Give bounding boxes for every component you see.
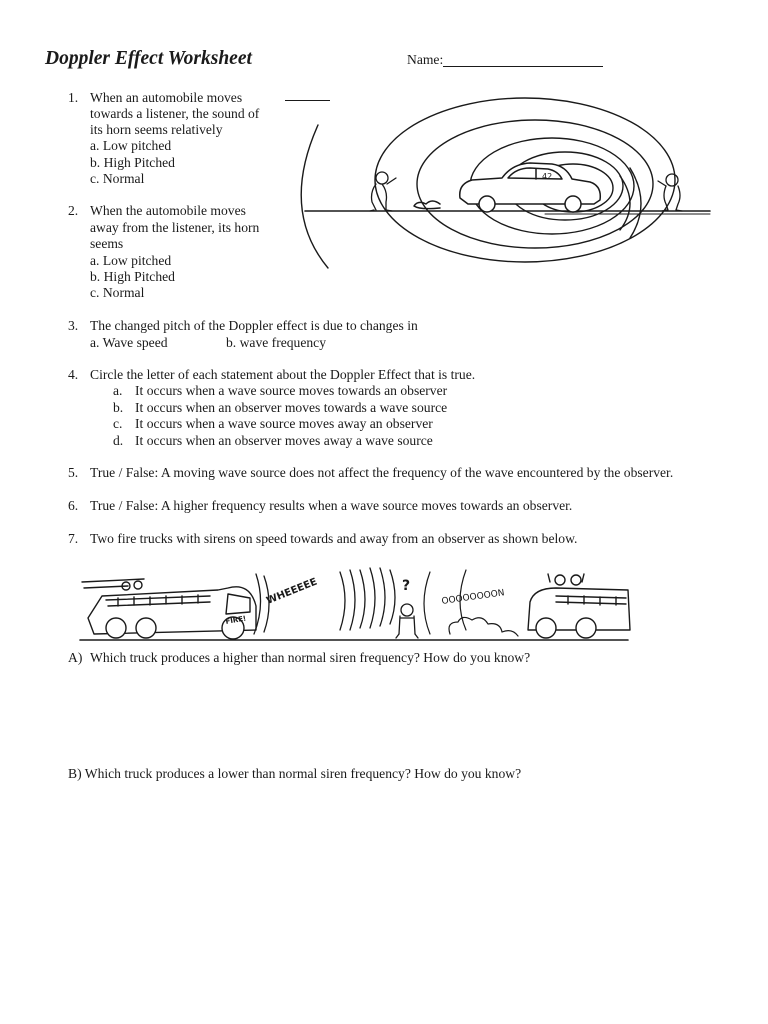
- fire-trucks-illustration: [78, 560, 633, 646]
- question-mark: ?: [402, 578, 411, 594]
- observer-icon: [396, 604, 418, 638]
- question-text: its horn seems relatively: [90, 122, 223, 137]
- truck-label: FIRE!: [224, 614, 247, 626]
- option-c[interactable]: c. Normal: [90, 285, 145, 300]
- option-letter-a[interactable]: a.: [113, 383, 123, 398]
- dust-cloud: [449, 617, 518, 636]
- name-label: Name:: [407, 52, 444, 67]
- question-number: 3.: [68, 318, 79, 333]
- question-number: 5.: [68, 465, 79, 480]
- question-number: 7.: [68, 531, 79, 546]
- question-text[interactable]: True / False: A moving wave source does not affect the frequency of the wave encountered by the observer.: [90, 465, 674, 480]
- question-text[interactable]: True / False: A higher frequency results when a wave source moves towards an observer.: [90, 498, 573, 513]
- option-text-a: It occurs when a wave source moves towards an observer: [135, 383, 448, 398]
- followup-a-label: A): [68, 650, 83, 665]
- question-number: 1.: [68, 90, 79, 105]
- option-b[interactable]: b. High Pitched: [90, 269, 175, 284]
- option-text-d: It occurs when an observer moves away a wave source: [135, 433, 433, 448]
- option-c[interactable]: c. Normal: [90, 171, 145, 186]
- car-icon: [414, 163, 600, 212]
- car-doppler-illustration: [290, 80, 720, 280]
- question-text: Circle the letter of each statement about the Doppler Effect that is true.: [90, 367, 476, 382]
- question-number: 4.: [68, 367, 79, 382]
- followup-a-text: Which truck produces a higher than normal siren frequency? How do you know?: [90, 650, 531, 665]
- option-letter-c[interactable]: c.: [113, 416, 123, 431]
- fire-truck-approaching-icon: [82, 579, 256, 639]
- fading-siren-text: OOOOOOOON: [441, 588, 506, 607]
- option-text-c: It occurs when a wave source moves away an observer: [135, 416, 433, 431]
- question-text: When an automobile moves: [90, 90, 243, 105]
- option-a[interactable]: a. Wave speed: [90, 335, 168, 350]
- option-a[interactable]: a. Low pitched: [90, 138, 172, 153]
- question-text: towards a listener, the sound of: [90, 106, 260, 121]
- option-letter-b[interactable]: b.: [113, 400, 124, 415]
- question-text: The changed pitch of the Doppler effect is due to changes in: [90, 318, 418, 333]
- question-text: Two fire trucks with sirens on speed towards and away from an observer as shown below.: [90, 531, 578, 546]
- followup-b-text: B) Which truck produces a lower than normal siren frequency? How do you know?: [68, 766, 522, 781]
- worksheet-title: Doppler Effect Worksheet: [45, 48, 252, 69]
- question-number: 2.: [68, 203, 79, 218]
- question-number: 6.: [68, 498, 79, 513]
- siren-text: WHEEEEE: [265, 576, 319, 607]
- question-text: away from the listener, its horn: [90, 220, 260, 235]
- option-b[interactable]: b. wave frequency: [226, 335, 327, 350]
- option-text-b: It occurs when an observer moves towards a wave source: [135, 400, 448, 415]
- car-plate: 42: [542, 172, 553, 181]
- fire-truck-receding-icon: [528, 574, 630, 638]
- question-text: When the automobile moves: [90, 203, 246, 218]
- question-text: seems: [90, 236, 124, 251]
- option-b[interactable]: b. High Pitched: [90, 155, 175, 170]
- option-a[interactable]: a. Low pitched: [90, 253, 172, 268]
- listener-right-icon: [658, 174, 682, 211]
- option-letter-d[interactable]: d.: [113, 433, 124, 448]
- name-field-line[interactable]: [443, 66, 603, 67]
